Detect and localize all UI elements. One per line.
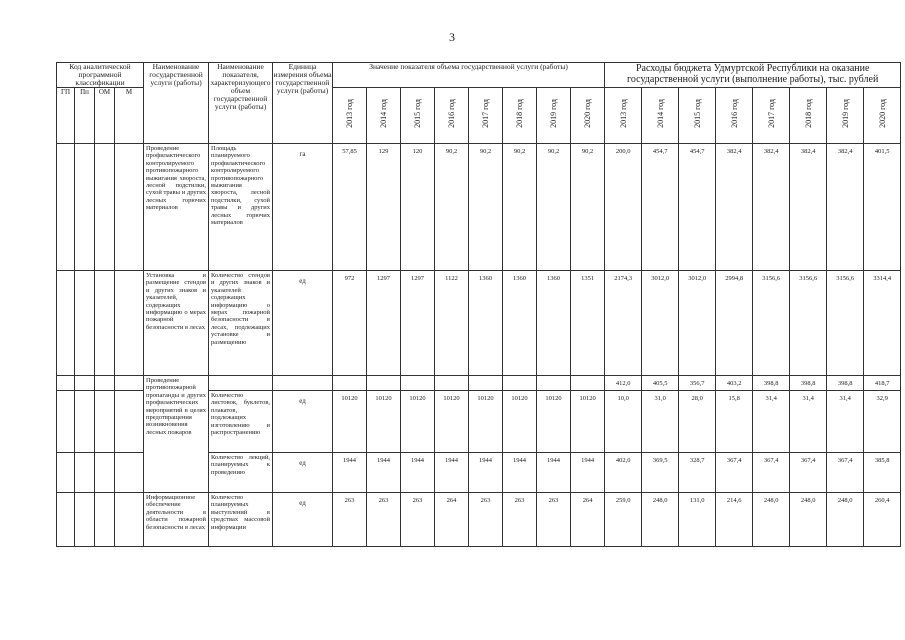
code-cell — [57, 493, 75, 547]
header-code-om: ОМ — [95, 88, 115, 144]
expense-value-cell: 398,8 — [753, 376, 790, 391]
expense-value-cell: 454,7 — [679, 144, 716, 271]
expense-value-cell: 28,0 — [679, 391, 716, 453]
expense-value-cell: 382,4 — [753, 144, 790, 271]
volume-value-cell: 1360 — [537, 271, 571, 376]
budget-table — [56, 62, 901, 547]
expense-value-cell: 401,5 — [864, 144, 901, 271]
expense-value-cell: 367,4 — [753, 453, 790, 493]
volume-value-cell: 90,2 — [537, 144, 571, 271]
indicator-name-cell — [209, 376, 273, 391]
volume-value-cell: 263 — [367, 493, 401, 547]
expense-value-cell: 248,0 — [827, 493, 864, 547]
expense-value-cell: 367,4 — [716, 453, 753, 493]
volume-value-cell — [401, 376, 435, 391]
volume-value-cell: 57,85 — [333, 144, 367, 271]
unit-cell: ед — [273, 493, 333, 547]
header-volume-group: Значение показателя объема государственной услуги (работы) — [333, 63, 605, 88]
expense-value-cell: 385,8 — [864, 453, 901, 493]
code-cell — [57, 376, 75, 391]
service-name-cell: Информационное обеспечение деятельности в области пожарной безопасности в лесах — [144, 493, 209, 547]
code-cell — [115, 453, 144, 493]
year-label: 2014 год — [379, 98, 389, 128]
year-label: 2020 год — [877, 98, 887, 128]
expense-value-cell: 328,7 — [679, 453, 716, 493]
header-expense-year — [642, 88, 679, 144]
code-cell — [75, 391, 95, 453]
volume-value-cell: 1297 — [367, 271, 401, 376]
volume-value-cell: 90,2 — [435, 144, 469, 271]
expense-value-cell: 10,0 — [605, 391, 642, 453]
expense-value-cell: 382,4 — [827, 144, 864, 271]
volume-value-cell: 1944 — [571, 453, 605, 493]
header-code-gp: ГП — [57, 88, 75, 144]
unit-cell: ед — [273, 271, 333, 376]
year-label: 2020 год — [583, 98, 593, 128]
expense-value-cell: 15,8 — [716, 391, 753, 453]
expense-value-cell: 356,7 — [679, 376, 716, 391]
expense-value-cell: 412,0 — [605, 376, 642, 391]
code-cell — [57, 144, 75, 271]
header-volume-year — [571, 88, 605, 144]
year-label: 2018 год — [803, 98, 813, 128]
year-label: 2013 год — [345, 98, 355, 128]
volume-value-cell: 10120 — [571, 391, 605, 453]
header-volume-year — [367, 88, 401, 144]
code-cell — [57, 453, 75, 493]
year-label: 2018 год — [515, 98, 525, 128]
volume-value-cell: 1944 — [503, 453, 537, 493]
volume-value-cell: 1351 — [571, 271, 605, 376]
expense-value-cell: 454,7 — [642, 144, 679, 271]
year-label: 2015 год — [692, 98, 702, 128]
volume-value-cell: 264 — [571, 493, 605, 547]
header-volume-year — [435, 88, 469, 144]
volume-value-cell: 90,2 — [571, 144, 605, 271]
expense-value-cell: 248,0 — [642, 493, 679, 547]
header-volume-year — [333, 88, 367, 144]
header-volume-year — [469, 88, 503, 144]
header-expense-year — [605, 88, 642, 144]
unit-cell: ед — [273, 453, 333, 493]
header-volume-year — [503, 88, 537, 144]
table-row — [57, 271, 901, 376]
volume-value-cell: 10120 — [367, 391, 401, 453]
expense-value-cell: 398,8 — [827, 376, 864, 391]
code-cell — [95, 453, 115, 493]
table-row — [57, 144, 901, 271]
expense-value-cell: 248,0 — [753, 493, 790, 547]
volume-value-cell: 263 — [401, 493, 435, 547]
code-cell — [95, 271, 115, 376]
expense-value-cell: 2994,8 — [716, 271, 753, 376]
expense-value-cell: 3314,4 — [864, 271, 901, 376]
volume-value-cell: 1360 — [469, 271, 503, 376]
year-label: 2019 год — [549, 98, 559, 128]
code-cell — [95, 493, 115, 547]
code-cell — [115, 144, 144, 271]
service-name-cell: Установка и размещение стендов и других знаков и указателей, содержащих информацию о мерах пожарной безопасности в лесах — [144, 271, 209, 376]
expense-value-cell: 2174,3 — [605, 271, 642, 376]
expense-value-cell: 31,0 — [642, 391, 679, 453]
unit-cell: ед — [273, 391, 333, 453]
volume-value-cell: 1122 — [435, 271, 469, 376]
expense-value-cell: 200,0 — [605, 144, 642, 271]
volume-value-cell: 1944 — [537, 453, 571, 493]
header-expense-year — [716, 88, 753, 144]
volume-value-cell: 1944 — [333, 453, 367, 493]
volume-value-cell — [571, 376, 605, 391]
year-label: 2019 год — [840, 98, 850, 128]
volume-value-cell: 1360 — [503, 271, 537, 376]
header-service-name: Наименование государственной услуги (работы) — [144, 63, 209, 144]
header-indicator-name: Наименование показателя, характеризующего объем государственной услуги (работы) — [209, 63, 273, 144]
volume-value-cell — [537, 376, 571, 391]
expense-value-cell: 214,6 — [716, 493, 753, 547]
volume-value-cell — [469, 376, 503, 391]
code-cell — [75, 453, 95, 493]
indicator-name-cell: Количество планируемых выступлений в средствах массовой информации — [209, 493, 273, 547]
expense-value-cell: 402,0 — [605, 453, 642, 493]
expense-value-cell: 367,4 — [827, 453, 864, 493]
header-expense-year — [827, 88, 864, 144]
expense-value-cell: 31,4 — [753, 391, 790, 453]
volume-value-cell — [435, 376, 469, 391]
expense-value-cell: 32,9 — [864, 391, 901, 453]
code-cell — [57, 391, 75, 453]
header-unit: Единица измерения объема государственной услуги (работы) — [273, 63, 333, 144]
code-cell — [75, 144, 95, 271]
header-code-pp: Пп — [75, 88, 95, 144]
volume-value-cell — [367, 376, 401, 391]
code-cell — [75, 271, 95, 376]
volume-value-cell — [503, 376, 537, 391]
year-label: 2017 год — [766, 98, 776, 128]
unit-cell — [273, 376, 333, 391]
expense-value-cell: 3012,0 — [642, 271, 679, 376]
indicator-name-cell: Площадь планируемого профилактического контролируемого противопожарного выжигания хвороста, лесной подстилки, сухой травы и других лесных горючих материалов — [209, 144, 273, 271]
volume-value-cell: 10120 — [435, 391, 469, 453]
volume-value-cell: 264 — [435, 493, 469, 547]
expense-value-cell: 259,0 — [605, 493, 642, 547]
expense-value-cell: 3156,6 — [753, 271, 790, 376]
header-volume-year — [401, 88, 435, 144]
page-number: 3 — [449, 30, 455, 44]
volume-value-cell: 10120 — [469, 391, 503, 453]
year-label: 2014 год — [655, 98, 665, 128]
expense-value-cell: 3156,6 — [827, 271, 864, 376]
unit-cell: га — [273, 144, 333, 271]
indicator-name-cell: Количество лекций, планируемых к проведению — [209, 453, 273, 493]
header-expense-year — [864, 88, 901, 144]
code-cell — [95, 376, 115, 391]
header-expense-group: Расходы бюджета Удмуртской Республики на оказание государственной услуги (выполнение работы), тыс. рублей — [605, 63, 901, 88]
table-row — [57, 493, 901, 547]
volume-value-cell: 972 — [333, 271, 367, 376]
expense-value-cell: 3012,0 — [679, 271, 716, 376]
year-label: 2016 год — [729, 98, 739, 128]
expense-value-cell: 131,0 — [679, 493, 716, 547]
volume-value-cell: 10120 — [401, 391, 435, 453]
expense-value-cell: 31,4 — [790, 391, 827, 453]
volume-value-cell: 10120 — [503, 391, 537, 453]
expense-value-cell: 382,4 — [716, 144, 753, 271]
expense-value-cell: 418,7 — [864, 376, 901, 391]
expense-value-cell: 382,4 — [790, 144, 827, 271]
header-expense-year — [679, 88, 716, 144]
year-label: 2013 год — [618, 98, 628, 128]
volume-value-cell: 1297 — [401, 271, 435, 376]
expense-value-cell: 248,0 — [790, 493, 827, 547]
code-cell — [115, 271, 144, 376]
code-cell — [57, 271, 75, 376]
volume-value-cell: 1944 — [435, 453, 469, 493]
volume-value-cell: 90,2 — [503, 144, 537, 271]
indicator-name-cell: Количество листовок, буклетов, плакатов, подлежащих изготовлению и распространению — [209, 391, 273, 453]
header-code-m: М — [115, 88, 144, 144]
volume-value-cell: 129 — [367, 144, 401, 271]
volume-value-cell: 10120 — [537, 391, 571, 453]
volume-value-cell: 263 — [333, 493, 367, 547]
code-cell — [75, 376, 95, 391]
expense-value-cell: 398,8 — [790, 376, 827, 391]
expense-value-cell: 403,2 — [716, 376, 753, 391]
service-name-cell: Проведение профилактического контролируемого противопожарного выжигания хвороста, лесной подстилки, сухой травы и других лесных горючих материалов — [144, 144, 209, 271]
volume-value-cell: 1944 — [367, 453, 401, 493]
code-cell — [115, 376, 144, 391]
header-expense-year — [753, 88, 790, 144]
volume-value-cell: 263 — [469, 493, 503, 547]
volume-value-cell: 263 — [503, 493, 537, 547]
service-name-cell: Проведение противопожарной пропаганды и других профилактических мероприятий в целях предотвращения возникновения лесных пожаров — [144, 376, 209, 493]
code-cell — [75, 493, 95, 547]
expense-value-cell: 369,5 — [642, 453, 679, 493]
expense-value-cell: 260,4 — [864, 493, 901, 547]
expense-value-cell: 367,4 — [790, 453, 827, 493]
volume-value-cell: 120 — [401, 144, 435, 271]
indicator-name-cell: Количество стендов и других знаков и указателей содержащих информацию о мерах пожарной безопасности в лесах, подлежащих установке и размещению — [209, 271, 273, 376]
expense-value-cell: 3156,6 — [790, 271, 827, 376]
year-label: 2015 год — [413, 98, 423, 128]
expense-value-cell: 31,4 — [827, 391, 864, 453]
volume-value-cell: 1944 — [469, 453, 503, 493]
header-code: Код аналитической программной классификации — [57, 63, 144, 88]
code-cell — [95, 391, 115, 453]
code-cell — [115, 391, 144, 453]
volume-value-cell: 263 — [537, 493, 571, 547]
code-cell — [95, 144, 115, 271]
code-cell — [115, 493, 144, 547]
header-expense-year — [790, 88, 827, 144]
header-volume-year — [537, 88, 571, 144]
volume-value-cell — [333, 376, 367, 391]
expense-value-cell: 405,5 — [642, 376, 679, 391]
year-label: 2016 год — [447, 98, 457, 128]
volume-value-cell: 1944 — [401, 453, 435, 493]
volume-value-cell: 90,2 — [469, 144, 503, 271]
table-row — [57, 376, 901, 391]
volume-value-cell: 10120 — [333, 391, 367, 453]
year-label: 2017 год — [481, 98, 491, 128]
